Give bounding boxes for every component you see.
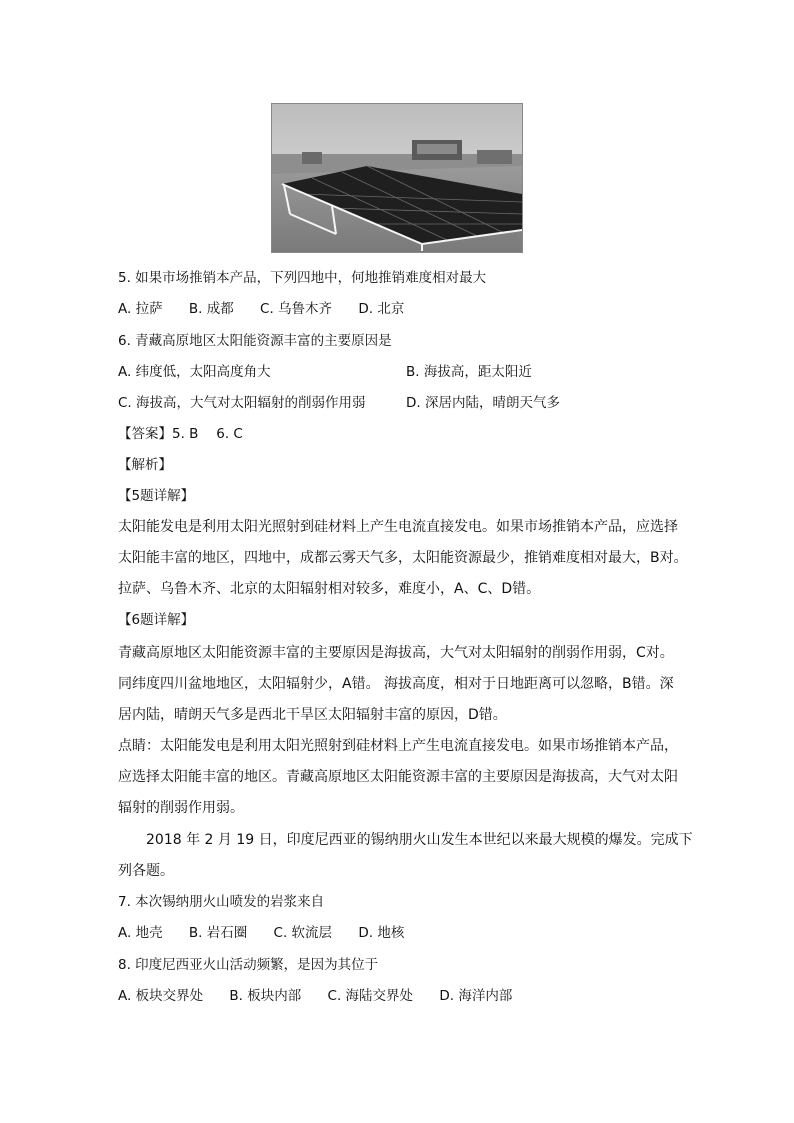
q6-option-a: A. 纬度低，太阳高度角大 (118, 364, 271, 380)
q8-option-d: D. 海洋内部 (439, 988, 513, 1004)
detail-5-line: 拉萨、乌鲁木齐、北京的太阳辐射相对较多，难度小，A、C、D错。 (118, 581, 541, 597)
tip-line: 点睛：太阳能发电是利用太阳光照射到硅材料上产生电流直接发电。如果市场推销本产品， (118, 738, 678, 754)
intro-line: 2018 年 2 月 19 日，印度尼西亚的锡纳朋火山发生本世纪以来最大规模的爆发。完成下 (118, 832, 693, 848)
solar-panel-photo (271, 103, 523, 253)
q6-option-b: B. 海拔高，距太阳近 (406, 364, 532, 380)
q8-option-a: A. 板块交界处 (118, 988, 204, 1004)
question-7-stem: 7. 本次锡纳朋火山喷发的岩浆来自 (118, 894, 325, 910)
question-6-stem: 6. 青藏高原地区太阳能资源丰富的主要原因是 (118, 333, 392, 349)
detail-6-title: 【6题详解】 (118, 612, 195, 628)
q5-option-d: D. 北京 (358, 301, 405, 317)
question-5-options (118, 299, 426, 319)
tip-line: 应选择太阳能丰富的地区。青藏高原地区太阳能资源丰富的主要原因是海拔高，大气对太阳 (118, 769, 678, 785)
q5-option-c: C. 乌鲁木齐 (260, 301, 333, 317)
intro-line: 列各题。 (118, 863, 174, 879)
detail-6-line: 青藏高原地区太阳能资源丰富的主要原因是海拔高，大气对太阳辐射的削弱作用弱，C对。 (118, 645, 674, 661)
q7-option-b: B. 岩石圈 (188, 925, 248, 941)
answer-line: 【答案】5. B 6. C (118, 426, 243, 442)
q7-option-c: C. 软流层 (273, 925, 333, 941)
q5-option-a: A. 拉萨 (118, 301, 163, 317)
detail-5-line: 太阳能发电是利用太阳光照射到硅材料上产生电流直接发电。如果市场推销本产品，应选择 (118, 519, 678, 535)
q5-option-b: B. 成都 (188, 301, 234, 317)
question-8-stem: 8. 印度尼西亚火山活动频繁，是因为其位于 (118, 957, 379, 973)
analysis-title: 【解析】 (118, 457, 172, 473)
detail-6-line: 居内陆，晴朗天气多是西北干旱区太阳辐射丰富的原因，D错。 (118, 707, 507, 723)
q6-option-c: C. 海拔高，大气对太阳辐射的削弱作用弱 (118, 395, 366, 411)
question-5-stem: 5. 如果市场推销本产品，下列四地中，何地推销难度相对最大 (118, 270, 487, 286)
detail-5-title: 【5题详解】 (118, 488, 195, 504)
q7-option-a: A. 地壳 (118, 925, 163, 941)
solar-panel-illustration (272, 104, 522, 252)
q8-option-c: C. 海陆交界处 (327, 988, 414, 1004)
q8-option-b: B. 板块内部 (229, 988, 302, 1004)
detail-5-line: 太阳能丰富的地区，四地中，成都云雾天气多，太阳能资源最少，推销难度相对最大，B对。 (118, 550, 688, 566)
tip-line: 辐射的削弱作用弱。 (118, 800, 244, 816)
detail-6-line: 同纬度四川盆地地区，太阳辐射少，A错。 海拔高度，相对于日地距离可以忽略，B错。深 (118, 676, 674, 692)
question-7-options (118, 923, 426, 943)
q6-option-d: D. 深居内陆，晴朗天气多 (406, 395, 560, 411)
question-8-options (118, 986, 534, 1006)
q7-option-d: D. 地核 (358, 925, 405, 941)
